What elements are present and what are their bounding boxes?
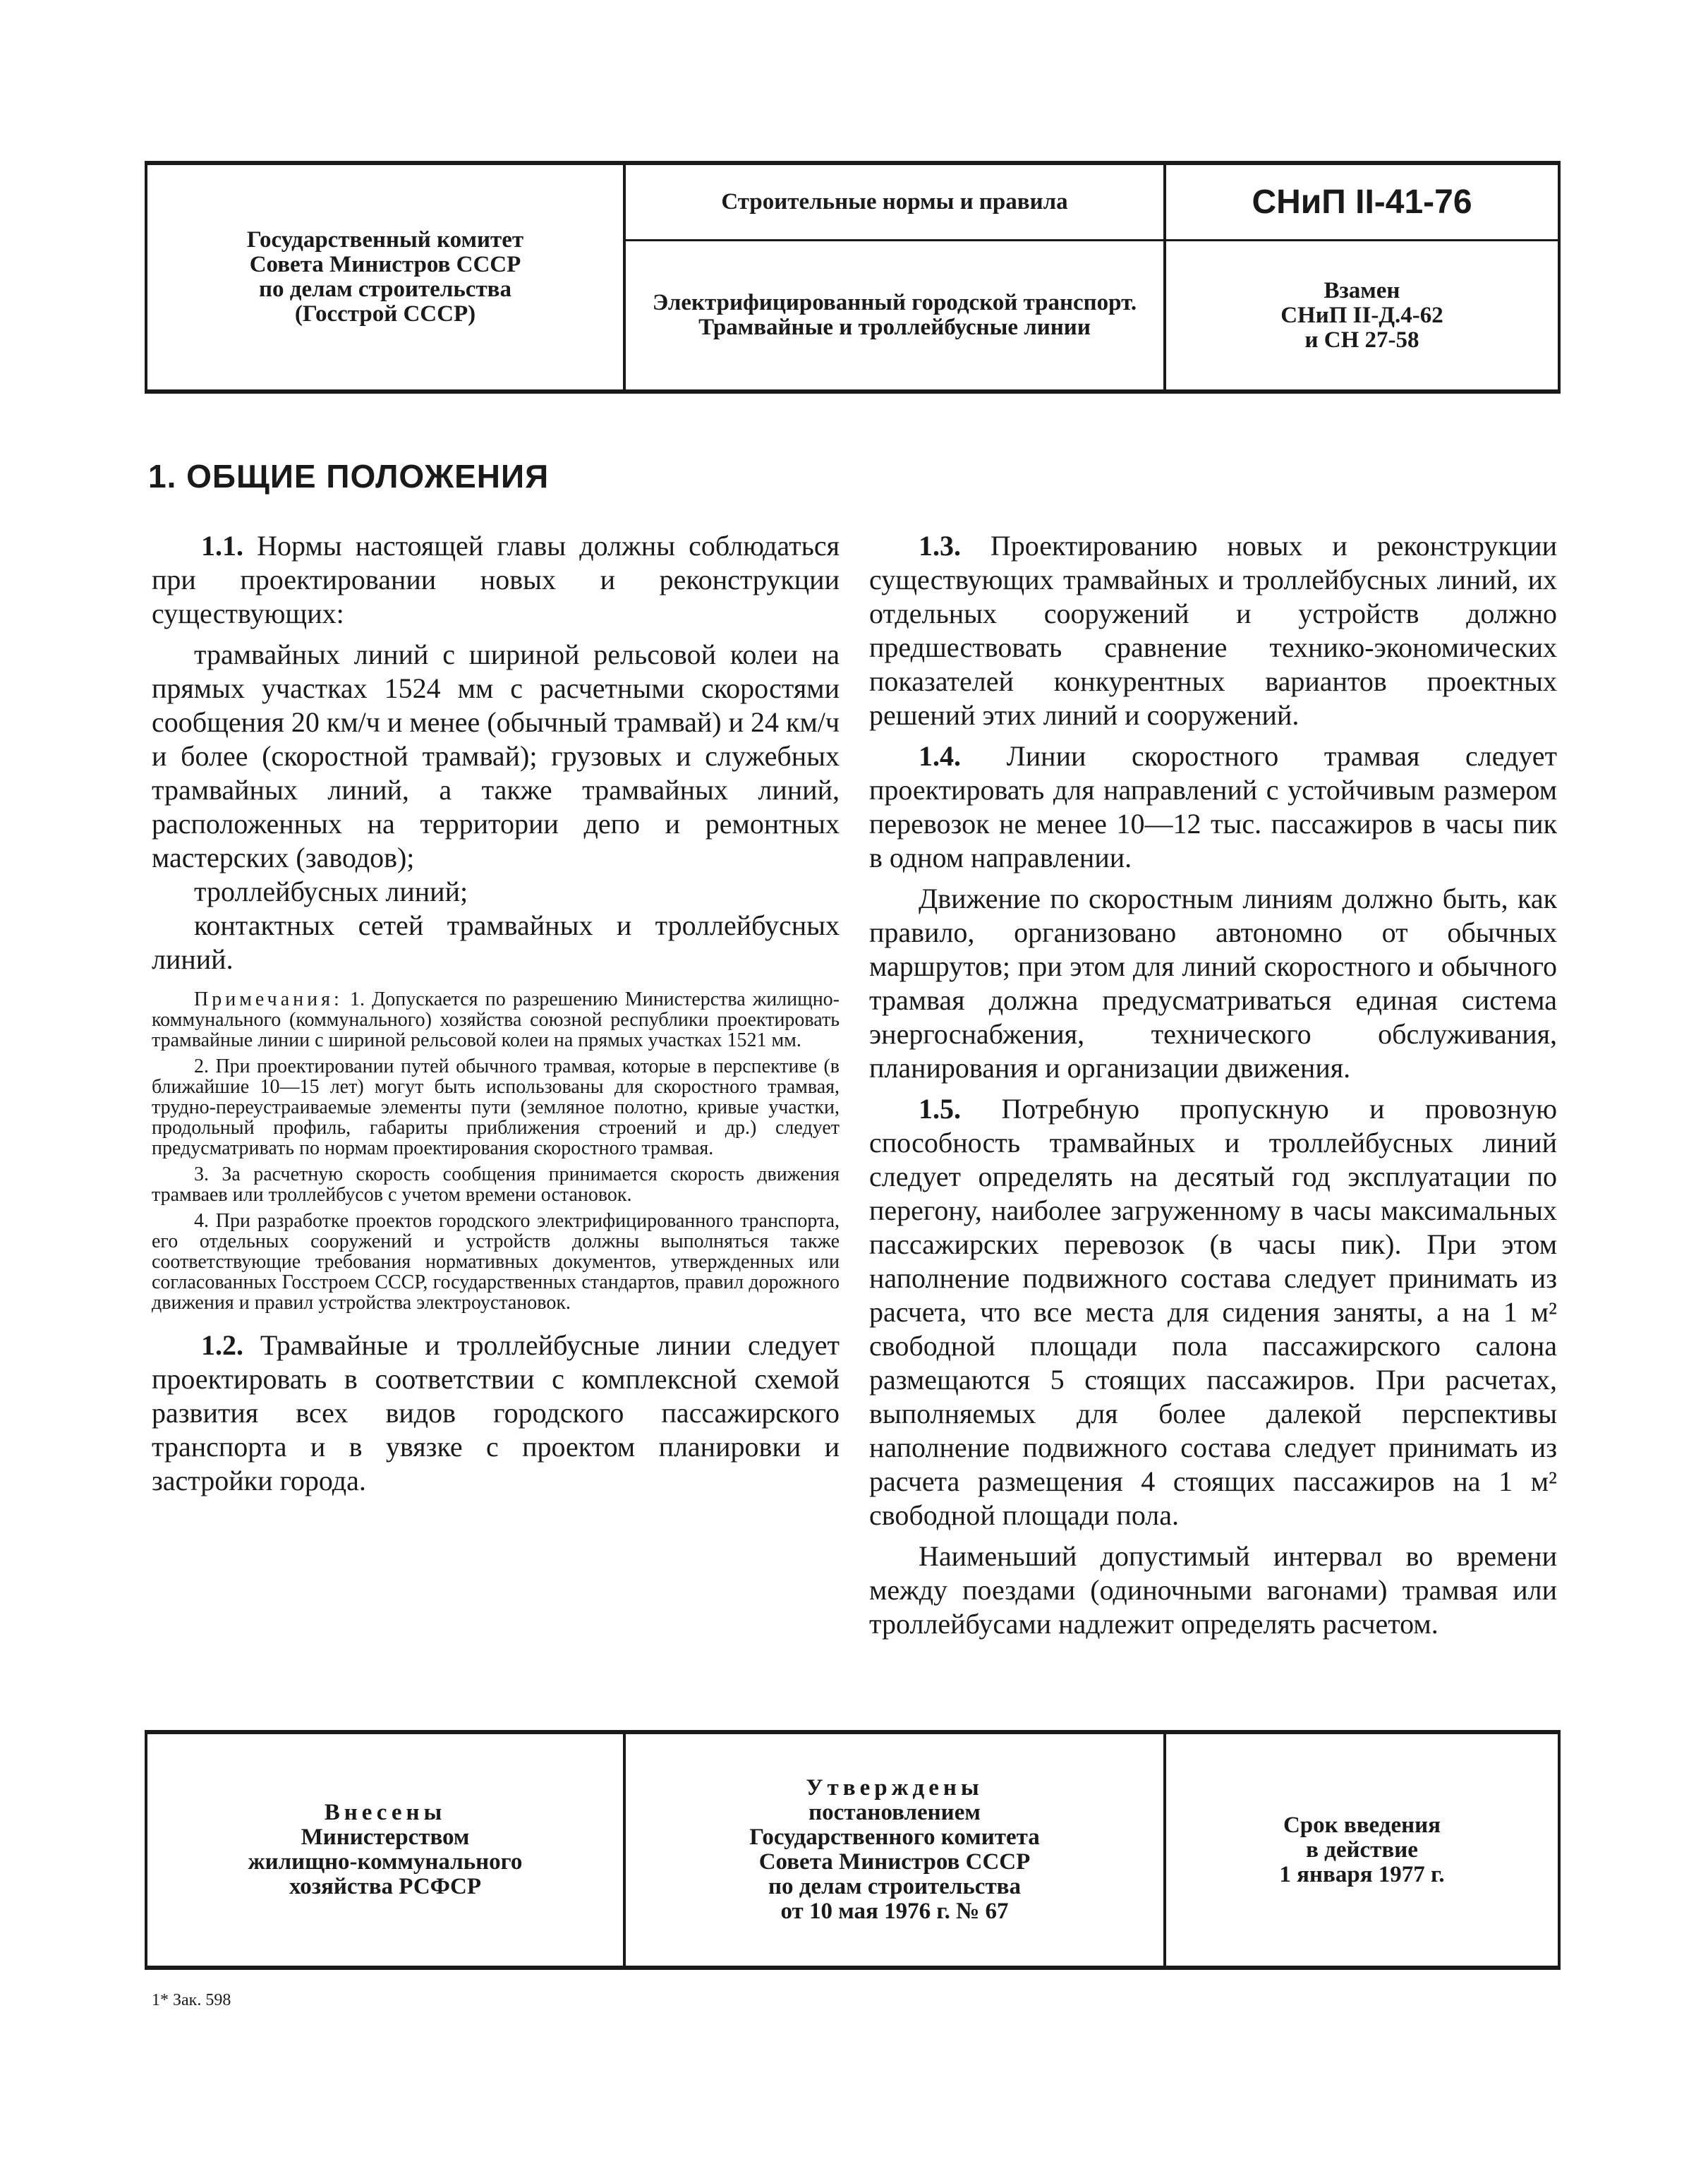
footer-border-right <box>1558 1734 1561 1966</box>
paragraph-number: 1.4. <box>919 740 961 772</box>
footnote: 1* Зак. 598 <box>152 1991 231 2009</box>
paragraph-text: Потребную пропускную и провозную способность трамвайных и троллейбусных линий следует определять на десятый год эксплуатации по перегону, наиболее загруженному в часы максимальных пассажирских перевозок (в часы пик). При этом наполнение подвижного состава следует принимать из расчета, что все места для сидения заняты, а на 1 м² свободной площади пола пассажирского салона размещаются 5 стоящих пассажиров. При расчетах, выполняемых для более далекой перспективы наполнение подвижного состава следует принимать из расчета размещения 4 стоящих пассажиров на 1 м² свободной площади пола. <box>869 1093 1558 1531</box>
header-code <box>1166 165 1558 239</box>
list-item: троллейбусных линий; <box>194 876 468 907</box>
footer-introduced-line: Министерством <box>301 1825 470 1850</box>
footer-introduced-label: Внесены <box>324 1800 447 1825</box>
footer-introduced <box>147 1734 623 1966</box>
footer-approved-line: Государственного комитета <box>749 1825 1040 1850</box>
paragraph-number: 1.5. <box>919 1093 961 1125</box>
paragraph-number: 1.1. <box>201 530 243 562</box>
paragraph-text: Нормы настоящей главы должны соблюдаться при проектировании новых и реконструкции существующих: <box>152 530 840 629</box>
paragraph-number: 1.2. <box>201 1329 243 1361</box>
footer-effective-line: 1 января 1977 г. <box>1279 1861 1445 1887</box>
paragraph-1-2 <box>152 1329 840 1498</box>
note <box>152 989 840 1051</box>
note-text: 1. Допускается по разрешению Министерства жилищно-коммунального (коммунального) хозяйства союзной республики проектировать трамвайные линии с шириной рельсовой колеи на прямых участках 1521 мм. <box>152 988 840 1051</box>
footer-approved-label: Утверждены <box>806 1775 983 1801</box>
header-replaces-line: Взамен <box>1324 277 1400 303</box>
list-item: контактных сетей трамвайных и троллейбусных линий. <box>152 909 840 975</box>
paragraph-1-1 <box>152 529 840 631</box>
left-column <box>152 529 840 1505</box>
header-committee-line: (Госстрой СССР) <box>294 301 476 327</box>
header-committee-line: Совета Министров СССР <box>249 252 521 277</box>
header-title-line: Трамвайные и троллейбусные линии <box>698 315 1091 340</box>
header-title-line: Электрифицированный городской транспорт. <box>652 290 1137 315</box>
header-table <box>145 161 1561 394</box>
footer-table <box>145 1730 1561 1970</box>
header-title <box>626 241 1163 389</box>
note: 2. При проектировании путей обычного трамвая, которые в перспективе (в ближайшие 10—15 лет) могут быть использованы для скоростного трамвая, трудно-переустраиваемые элементы пути (земляное полотно, кривые участки, продольный профиль, габариты приближения строений и др.) следует предусматривать по нормам проектирования скоростного трамвая. <box>152 1055 840 1159</box>
header-series <box>626 165 1163 239</box>
paragraph-text: Проектированию новых и реконструкции существующих трамвайных и троллейбусных линий, их отдельных сооружений и устройств должно предшествовать сравнение технико-экономических показателей конкурентных вариантов проектных решений этих линий и сооружений. <box>869 530 1558 731</box>
paragraph-1-5 <box>869 1092 1557 1532</box>
note: 4. При разработке проектов городского электрифицированного транспорта, его отдельных сооружений и устройств должны выполняться также соответствующие требования нормативных документов, утвержденных или согласованных Госстроем СССР, государственных стандартов, правил дорожного движения и правил устройства электроустановок. <box>152 1210 840 1314</box>
paragraph-1-5-continued: Наименьший допустимый интервал во времени между поездами (одиночными вагонами) трамвая или троллейбусами надлежит определять расчетом. <box>869 1540 1557 1640</box>
note: 3. За расчетную скорость сообщения принимается скорость движения трамваев или троллейбусов с учетом времени остановок. <box>152 1163 840 1206</box>
footer-approved-line: от 10 мая 1976 г. № 67 <box>780 1899 1009 1924</box>
header-committee-line: по делам строительства <box>259 277 511 302</box>
header-replaces-line: и СН 27-58 <box>1304 327 1419 353</box>
header-border-right <box>1558 165 1561 389</box>
section-title: 1. ОБЩИЕ ПОЛОЖЕНИЯ <box>148 458 550 495</box>
paragraph-1-3 <box>869 529 1557 732</box>
footer-approved-line: Совета Министров СССР <box>758 1849 1031 1875</box>
paragraph-text: Трамвайные и троллейбусные линии следует проектировать в соответствии с комплексной схемой развития всех видов городского пассажирского транспорта и в увязке с проектом планировки и застройки города. <box>152 1329 840 1496</box>
footer-approved <box>626 1734 1163 1966</box>
list-item: трамвайных линий с шириной рельсовой колеи на прямых участках 1524 мм с расчетными скоростями сообщения 20 км/ч и менее (обычный трамвай) и 24 км/ч и более (скоростной трамвай); грузовых и служебных трамвайных линий, а также трамвайных линий, расположенных на территории депо и ремонтных мастерских (заводов); <box>152 639 840 873</box>
header-committee <box>147 165 623 389</box>
footer-introduced-line: хозяйства РСФСР <box>289 1874 482 1899</box>
paragraph-1-4-continued: Движение по скоростным линиям должно быть, как правило, организовано автономно от обычных маршрутов; при этом для линий скоростного и обычного трамвая должна предусматриваться единая система энергоснабжения, технического обслуживания, планирования и организации движения. <box>869 883 1557 1084</box>
header-replaces <box>1166 241 1558 389</box>
paragraph-text: Линии скоростного трамвая следует проектировать для направлений с устойчивым размером перевозок не менее 10—12 тыс. пассажиров в часы пик в одном направлении. <box>869 740 1557 873</box>
footer-effective-line: в действие <box>1306 1837 1418 1863</box>
document-code: СНиП II-41-76 <box>1252 183 1472 221</box>
footer-approved-line: постановлением <box>808 1800 981 1825</box>
footer-effective-line: Срок введения <box>1283 1812 1441 1838</box>
header-replaces-line: СНиП II-Д.4-62 <box>1280 302 1443 328</box>
header-committee-line: Государственный комитет <box>246 227 524 253</box>
notes-label: Примечания: <box>194 988 343 1010</box>
paragraph-1-4 <box>869 739 1557 875</box>
footer-introduced-line: жилищно-коммунального <box>248 1849 523 1875</box>
header-series-text: Строительные нормы и правила <box>721 189 1068 214</box>
footer-effective <box>1166 1734 1558 1966</box>
right-column <box>869 529 1557 1648</box>
paragraph-number: 1.3. <box>919 530 961 562</box>
footer-approved-line: по делам строительства <box>768 1874 1021 1899</box>
